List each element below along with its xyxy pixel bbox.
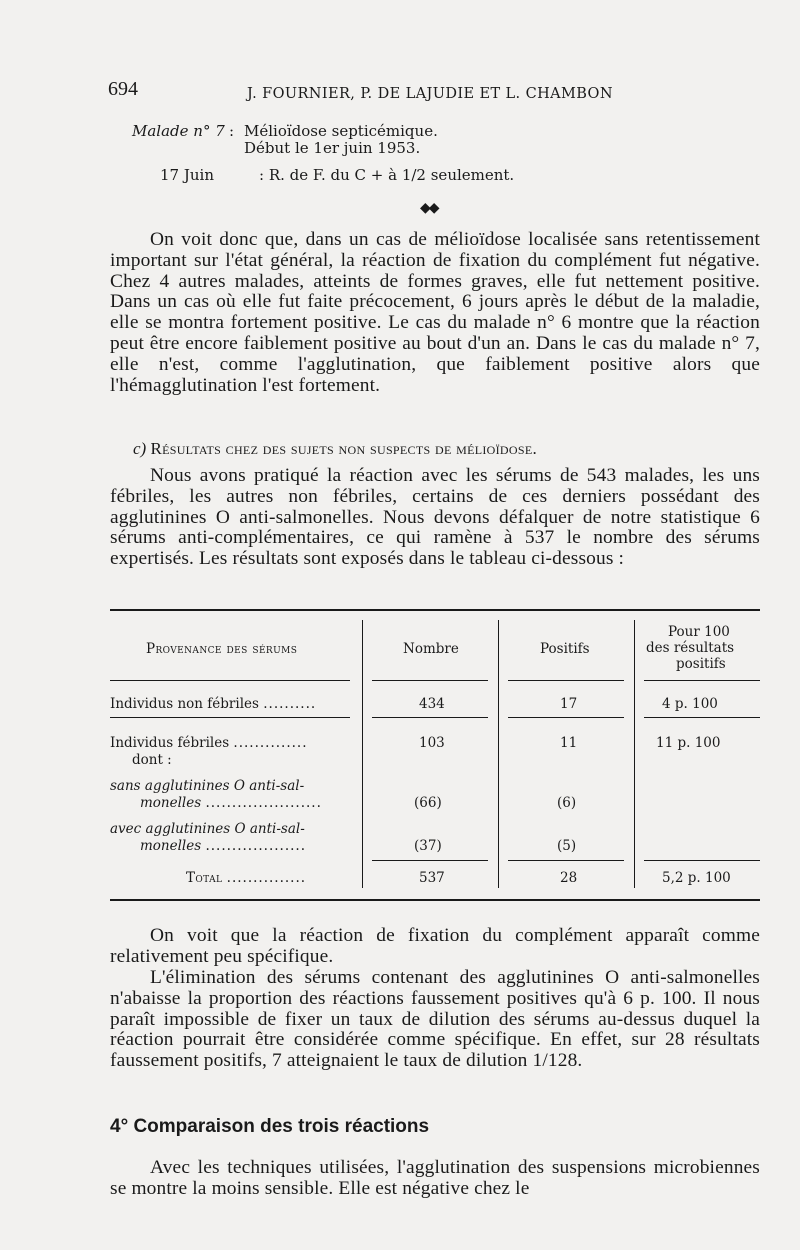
row-label: monelles [140, 838, 202, 854]
table-row [110, 735, 308, 751]
table-col-divider [362, 620, 363, 888]
page-number: 694 [108, 78, 138, 100]
cell-positifs: (5) [557, 838, 577, 854]
row-rule [644, 717, 760, 718]
section-c-heading: Résultats chez des sujets non suspects de mélioïdose. [150, 439, 538, 458]
paragraph-3: On voit que la réaction de fixation du complément apparaît comme relativement peu spécifique. [110, 925, 760, 967]
table-col-divider [498, 620, 499, 888]
row-rule [110, 717, 350, 718]
header-nombre: Nombre [403, 641, 459, 657]
row-label: Individus fébriles [110, 735, 230, 751]
header-underline [644, 680, 760, 681]
cell-positifs: 17 [560, 696, 578, 712]
cell-nombre: (66) [414, 795, 442, 811]
table-col-divider [634, 620, 635, 888]
row-label: Individus non fébriles [110, 696, 259, 712]
header-underline [508, 680, 624, 681]
case-label: Malade n° 7 [132, 122, 225, 140]
table-row [140, 795, 322, 811]
case-result: : R. de F. du C + à 1/2 seulement. [259, 166, 515, 184]
row-dots: ............... [226, 870, 307, 886]
running-header: J. FOURNIER, P. DE LAJUDIE ET L. CHAMBON [247, 86, 613, 102]
cell-pct: 5,2 p. 100 [662, 870, 731, 886]
table-row [110, 696, 316, 712]
case-onset: Début le 1er juin 1953. [244, 139, 421, 157]
row-label: monelles [140, 795, 202, 811]
cell-pct: 11 p. 100 [656, 735, 721, 751]
row-sublabel: dont : [132, 752, 172, 768]
cell-pct: 4 p. 100 [662, 696, 718, 712]
header-provenance: Provenance des sérums [146, 641, 298, 657]
section-c-title [133, 439, 537, 459]
header-underline [372, 680, 488, 681]
header-pour100: Pour 100 [668, 624, 730, 640]
table-top-rule [110, 609, 760, 611]
cell-positifs: (6) [557, 795, 577, 811]
cell-nombre: 103 [419, 735, 445, 751]
header-pour100-line2: des résultats [646, 640, 735, 656]
paragraph-5: Avec les techniques utilisées, l'agglutination des suspensions microbiennes se montre la moins sensible. Elle est négative chez le [110, 1157, 760, 1199]
ornament-icon: ◆◆ [420, 200, 438, 216]
row-rule [372, 717, 488, 718]
cell-nombre: 537 [419, 870, 445, 886]
paragraph-4: L'élimination des sérums contenant des agglutinines O anti-salmonelles n'abaisse la proportion des réactions faussement positives qu'à 6 p. 100. Il nous paraît impossible de fixer un taux de dilution des sérums au-dessus duquel la réaction pourrait être considérée comme spécifique. En effet, sur 28 résultats faussement positifs, 7 atteignaient le taux de dilution 1/128. [110, 967, 760, 1072]
row-dots: ................... [205, 838, 307, 854]
row-dots: .......... [263, 696, 317, 712]
table-row [140, 838, 306, 854]
row-dots: ...................... [205, 795, 322, 811]
table-bottom-rule [110, 899, 760, 901]
cell-positifs: 11 [560, 735, 578, 751]
case-diagnosis: Mélioïdose septicémique. [244, 122, 438, 140]
paragraph-1: On voit donc que, dans un cas de mélioïdose localisée sans retentissement important sur l'état général, la réaction de fixation du complément fut négative. Chez 4 autres malades, atteints de formes graves, elle fut nettement positive. Dans un cas où elle fut faite précocement, 6 jours après le début de la maladie, elle se montra fortement positive. Le cas du malade n° 6 montre que la réaction peut être encore faiblement positive au bout d'un an. Dans le cas du malade n° 7, elle n'est, comme l'agglutination, que faiblement positive alors que l'hémagglutination l'est fortement. [110, 229, 760, 396]
cell-nombre: 434 [419, 696, 445, 712]
row-label: avec agglutinines O anti-sal- [110, 821, 305, 837]
case-colon: : [229, 122, 235, 140]
total-rule [508, 860, 624, 861]
header-positifs: Positifs [540, 641, 590, 657]
header-underline [110, 680, 350, 681]
cell-nombre: (37) [414, 838, 442, 854]
paragraph-2: Nous avons pratiqué la réaction avec les sérums de 543 malades, les uns fébriles, les autres non fébriles, certains de ces derniers possédant des agglutinines O anti-salmonelles. Nous devons défalquer de notre statistique 6 sérums anti-complémentaires, ce qui ramène à 537 le nombre des sérums expertisés. Les résultats sont exposés dans le tableau ci-dessous : [110, 465, 760, 570]
row-rule [508, 717, 624, 718]
total-row [186, 870, 306, 886]
total-rule [372, 860, 488, 861]
section-4-heading: 4° Comparaison des trois réactions [110, 1116, 430, 1137]
total-label: Total [186, 870, 223, 886]
case-date: 17 Juin [160, 166, 214, 184]
header-pour100-line3: positifs [676, 656, 726, 672]
row-dots: .............. [233, 735, 308, 751]
section-c-letter: c) [133, 439, 147, 458]
row-label: sans agglutinines O anti-sal- [110, 778, 305, 794]
cell-positifs: 28 [560, 870, 578, 886]
total-rule [644, 860, 760, 861]
